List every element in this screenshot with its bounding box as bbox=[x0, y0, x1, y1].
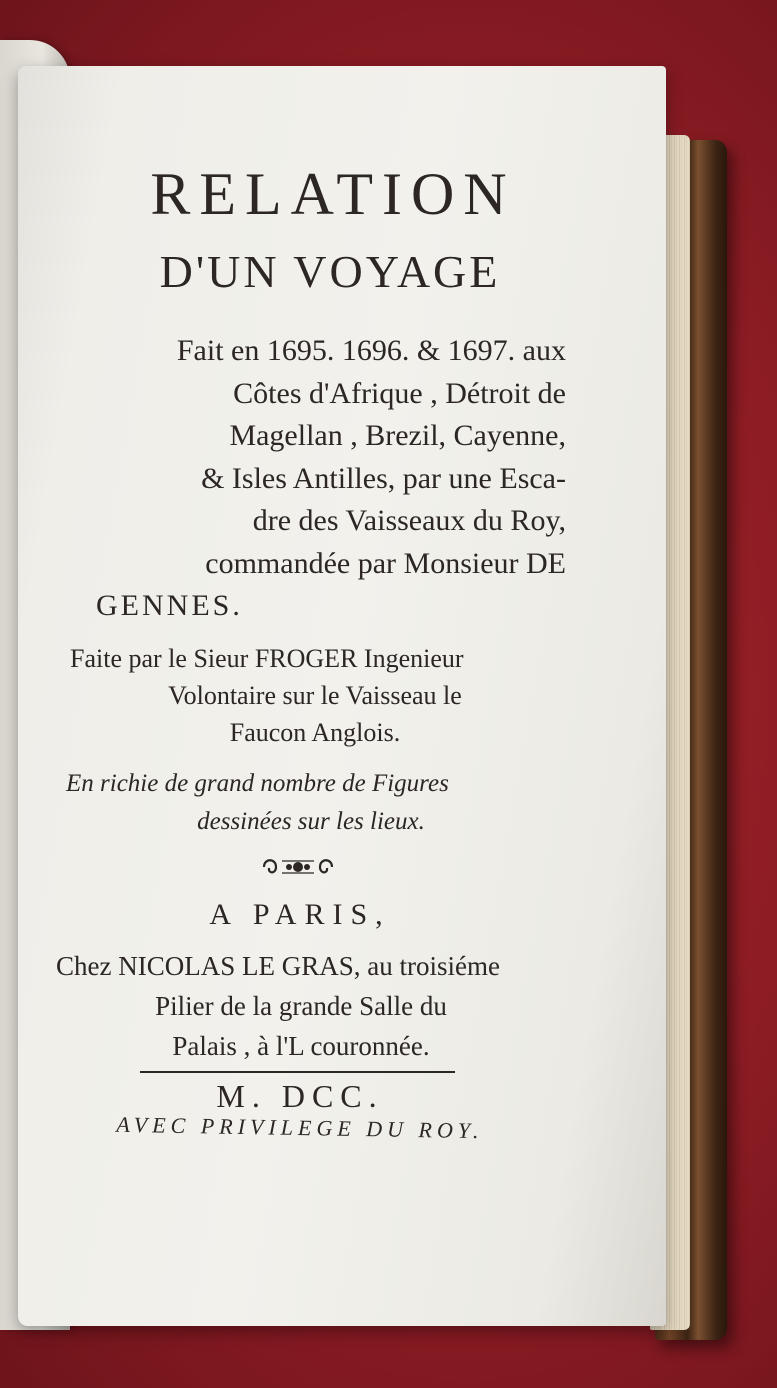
author-line: Faucon Anglois. bbox=[229, 718, 401, 747]
printer-fleuron-icon bbox=[258, 852, 338, 882]
printer-line: Chez NICOLAS LE GRAS, au troisiéme bbox=[56, 951, 500, 981]
imprint-place: A PARIS, bbox=[209, 898, 391, 931]
author-line: Faite par le Sieur FROGER Ingenieur bbox=[70, 644, 464, 673]
description-line: & Isles Antilles, par une Esca- bbox=[201, 461, 566, 495]
enrichment-line: En richie de grand nombre de Figures bbox=[66, 770, 449, 797]
author-line: Volontaire sur le Vaisseau le bbox=[168, 681, 462, 710]
description-line: Fait en 1695. 1696. & 1697. aux bbox=[176, 334, 566, 367]
imprint-rule bbox=[140, 1071, 455, 1073]
description-line: commandée par Monsieur DE bbox=[205, 546, 566, 580]
description-block bbox=[96, 330, 566, 628]
book-subtitle: D'UN VOYAGE bbox=[159, 246, 501, 297]
description-line: dre des Vaisseaux du Roy, bbox=[252, 504, 566, 537]
enrichment-block bbox=[66, 765, 556, 841]
book-title: RELATION bbox=[150, 161, 516, 227]
description-line: Magellan , Brezil, Cayenne, bbox=[229, 419, 566, 452]
description-line: GENNES. bbox=[96, 589, 243, 622]
printer-block bbox=[56, 946, 546, 1066]
royal-privilege: AVEC PRIVILEGE DU ROY. bbox=[116, 1111, 484, 1144]
description-line: Côtes d'Afrique , Détroit de bbox=[233, 376, 566, 410]
imprint-date: M. DCC. bbox=[216, 1078, 384, 1114]
enrichment-line: dessinées sur les lieux. bbox=[197, 808, 425, 835]
printer-line: Pilier de la grande Salle du bbox=[155, 991, 447, 1021]
author-block bbox=[70, 640, 560, 751]
printer-line: Palais , à l'L couronnée. bbox=[172, 1031, 430, 1061]
